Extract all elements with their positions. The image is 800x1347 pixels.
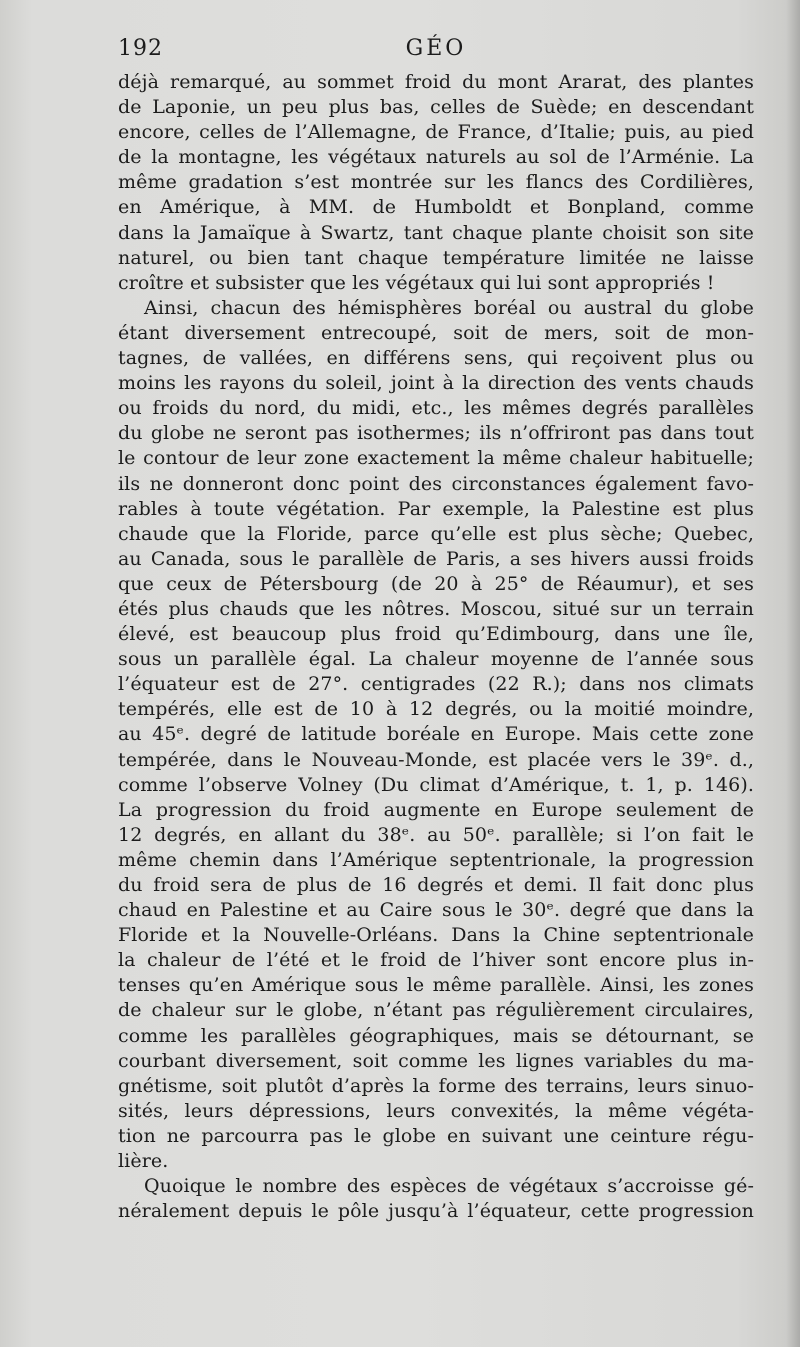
text-line: même gradation s’est montrée sur les flancs des Cordilières,: [118, 171, 754, 194]
text-line: naturel, ou bien tant chaque température limitée ne laisse: [118, 246, 754, 269]
text-line: ou froids du nord, du midi, etc., les mêmes degrés parallèles: [118, 397, 754, 420]
text-line: lière.: [118, 1150, 169, 1173]
text-line: chaud en Palestine et au Caire sous le 30ᵉ. degré que dans la: [118, 899, 754, 922]
text-line: le contour de leur zone exactement la même chaleur habituelle;: [118, 447, 754, 470]
text-line: tenses qu’en Amérique sous le même parallèle. Ainsi, les zones: [118, 974, 754, 997]
text-line: de Laponie, un peu plus bas, celles de Suède; en descendant: [118, 96, 754, 119]
paragraph-start-line: Ainsi, chacun des hémisphères boréal ou austral du globe: [144, 296, 754, 319]
text-line: dans la Jamaïque à Swartz, tant chaque plante choisit son site: [118, 221, 754, 244]
text-line: même chemin dans l’Amérique septentrionale, la progression: [118, 848, 754, 871]
text-line: tempérée, dans le Nouveau-Monde, est placée vers le 39ᵉ. d.,: [118, 748, 754, 771]
page-edge-shadow: [786, 0, 800, 1347]
text-line: néralement depuis le pôle jusqu’à l’équateur, cette progression: [118, 1200, 754, 1223]
text-line: étant diversement entrecoupé, soit de mers, soit de mon-: [118, 321, 754, 344]
text-line: sités, leurs dépressions, leurs convexités, la même végéta-: [118, 1099, 754, 1122]
text-line: déjà remarqué, au sommet froid du mont Ararat, des plantes: [118, 71, 754, 93]
text-line: gnétisme, soit plutôt d’après la forme des terrains, leurs sinuo-: [118, 1074, 754, 1097]
text-line: comme l’observe Volney (Du climat d’Amérique, t. 1, p. 146).: [118, 773, 754, 796]
text-line: tempérés, elle est de 10 à 12 degrés, ou la moitié moindre,: [118, 698, 754, 721]
body-text: [118, 70, 754, 1224]
text-line: élevé, est beaucoup plus froid qu’Edimbourg, dans une île,: [118, 623, 754, 646]
paragraph-start-line: Quoique le nombre des espèces de végétaux s’accroisse gé-: [144, 1175, 754, 1198]
text-line: étés plus chauds que les nôtres. Moscou, situé sur un terrain: [118, 597, 754, 620]
text-line: ils ne donneront donc point des circonstances également favo-: [118, 472, 754, 495]
text-line: encore, celles de l’Allemagne, de France, d’Italie; puis, au pied: [118, 121, 754, 144]
text-line: chaude que la Floride, parce qu’elle est plus sèche; Quebec,: [118, 522, 754, 545]
text-line: de chaleur sur le globe, n’étant pas régulièrement circulaires,: [118, 999, 754, 1022]
text-line: La progression du froid augmente en Europe seulement de: [118, 798, 754, 821]
text-line: croître et subsister que les végétaux qui lui sont appropriés !: [118, 271, 715, 294]
text-line: tagnes, de vallées, en différens sens, qui reçoivent plus ou: [118, 347, 754, 370]
page-header: [118, 36, 754, 66]
text-line: l’équateur est de 27°. centigrades (22 R.); dans nos climats: [118, 673, 754, 696]
text-line: sous un parallèle égal. La chaleur moyenne de l’année sous: [118, 648, 754, 671]
text-line: en Amérique, à MM. de Humboldt et Bonpland, comme: [118, 196, 754, 219]
text-line: que ceux de Pétersbourg (de 20 à 25° de Réaumur), et ses: [118, 572, 754, 595]
running-head: GÉO: [405, 36, 467, 61]
text-line: la chaleur de l’été et le froid de l’hiver sont encore plus in-: [118, 949, 754, 972]
text-line: rables à toute végétation. Par exemple, la Palestine est plus: [118, 497, 754, 520]
text-line: comme les parallèles géographiques, mais se détournant, se: [118, 1024, 754, 1047]
text-line: courbant diversement, soit comme les lignes variables du ma-: [118, 1049, 754, 1072]
text-line: de la montagne, les végétaux naturels au sol de l’Arménie. La: [118, 146, 754, 169]
text-line: du froid sera de plus de 16 degrés et demi. Il fait donc plus: [118, 874, 754, 896]
text-line: Floride et la Nouvelle-Orléans. Dans la Chine septentrionale: [118, 924, 754, 947]
text-line: du globe ne seront pas isothermes; ils n’offriront pas dans tout: [118, 422, 754, 445]
text-line: au 45ᵉ. degré de latitude boréale en Europe. Mais cette zone: [118, 723, 754, 746]
text-line: tion ne parcourra pas le globe en suivant une ceinture régu-: [118, 1124, 754, 1147]
text-line: moins les rayons du soleil, joint à la direction des vents chauds: [118, 372, 754, 395]
text-line: 12 degrés, en allant du 38ᵉ. au 50ᵉ. parallèle; si l’on fait le: [118, 823, 754, 846]
page-number: 192: [118, 36, 163, 61]
text-line: au Canada, sous le parallèle de Paris, a ses hivers aussi froids: [118, 547, 754, 570]
